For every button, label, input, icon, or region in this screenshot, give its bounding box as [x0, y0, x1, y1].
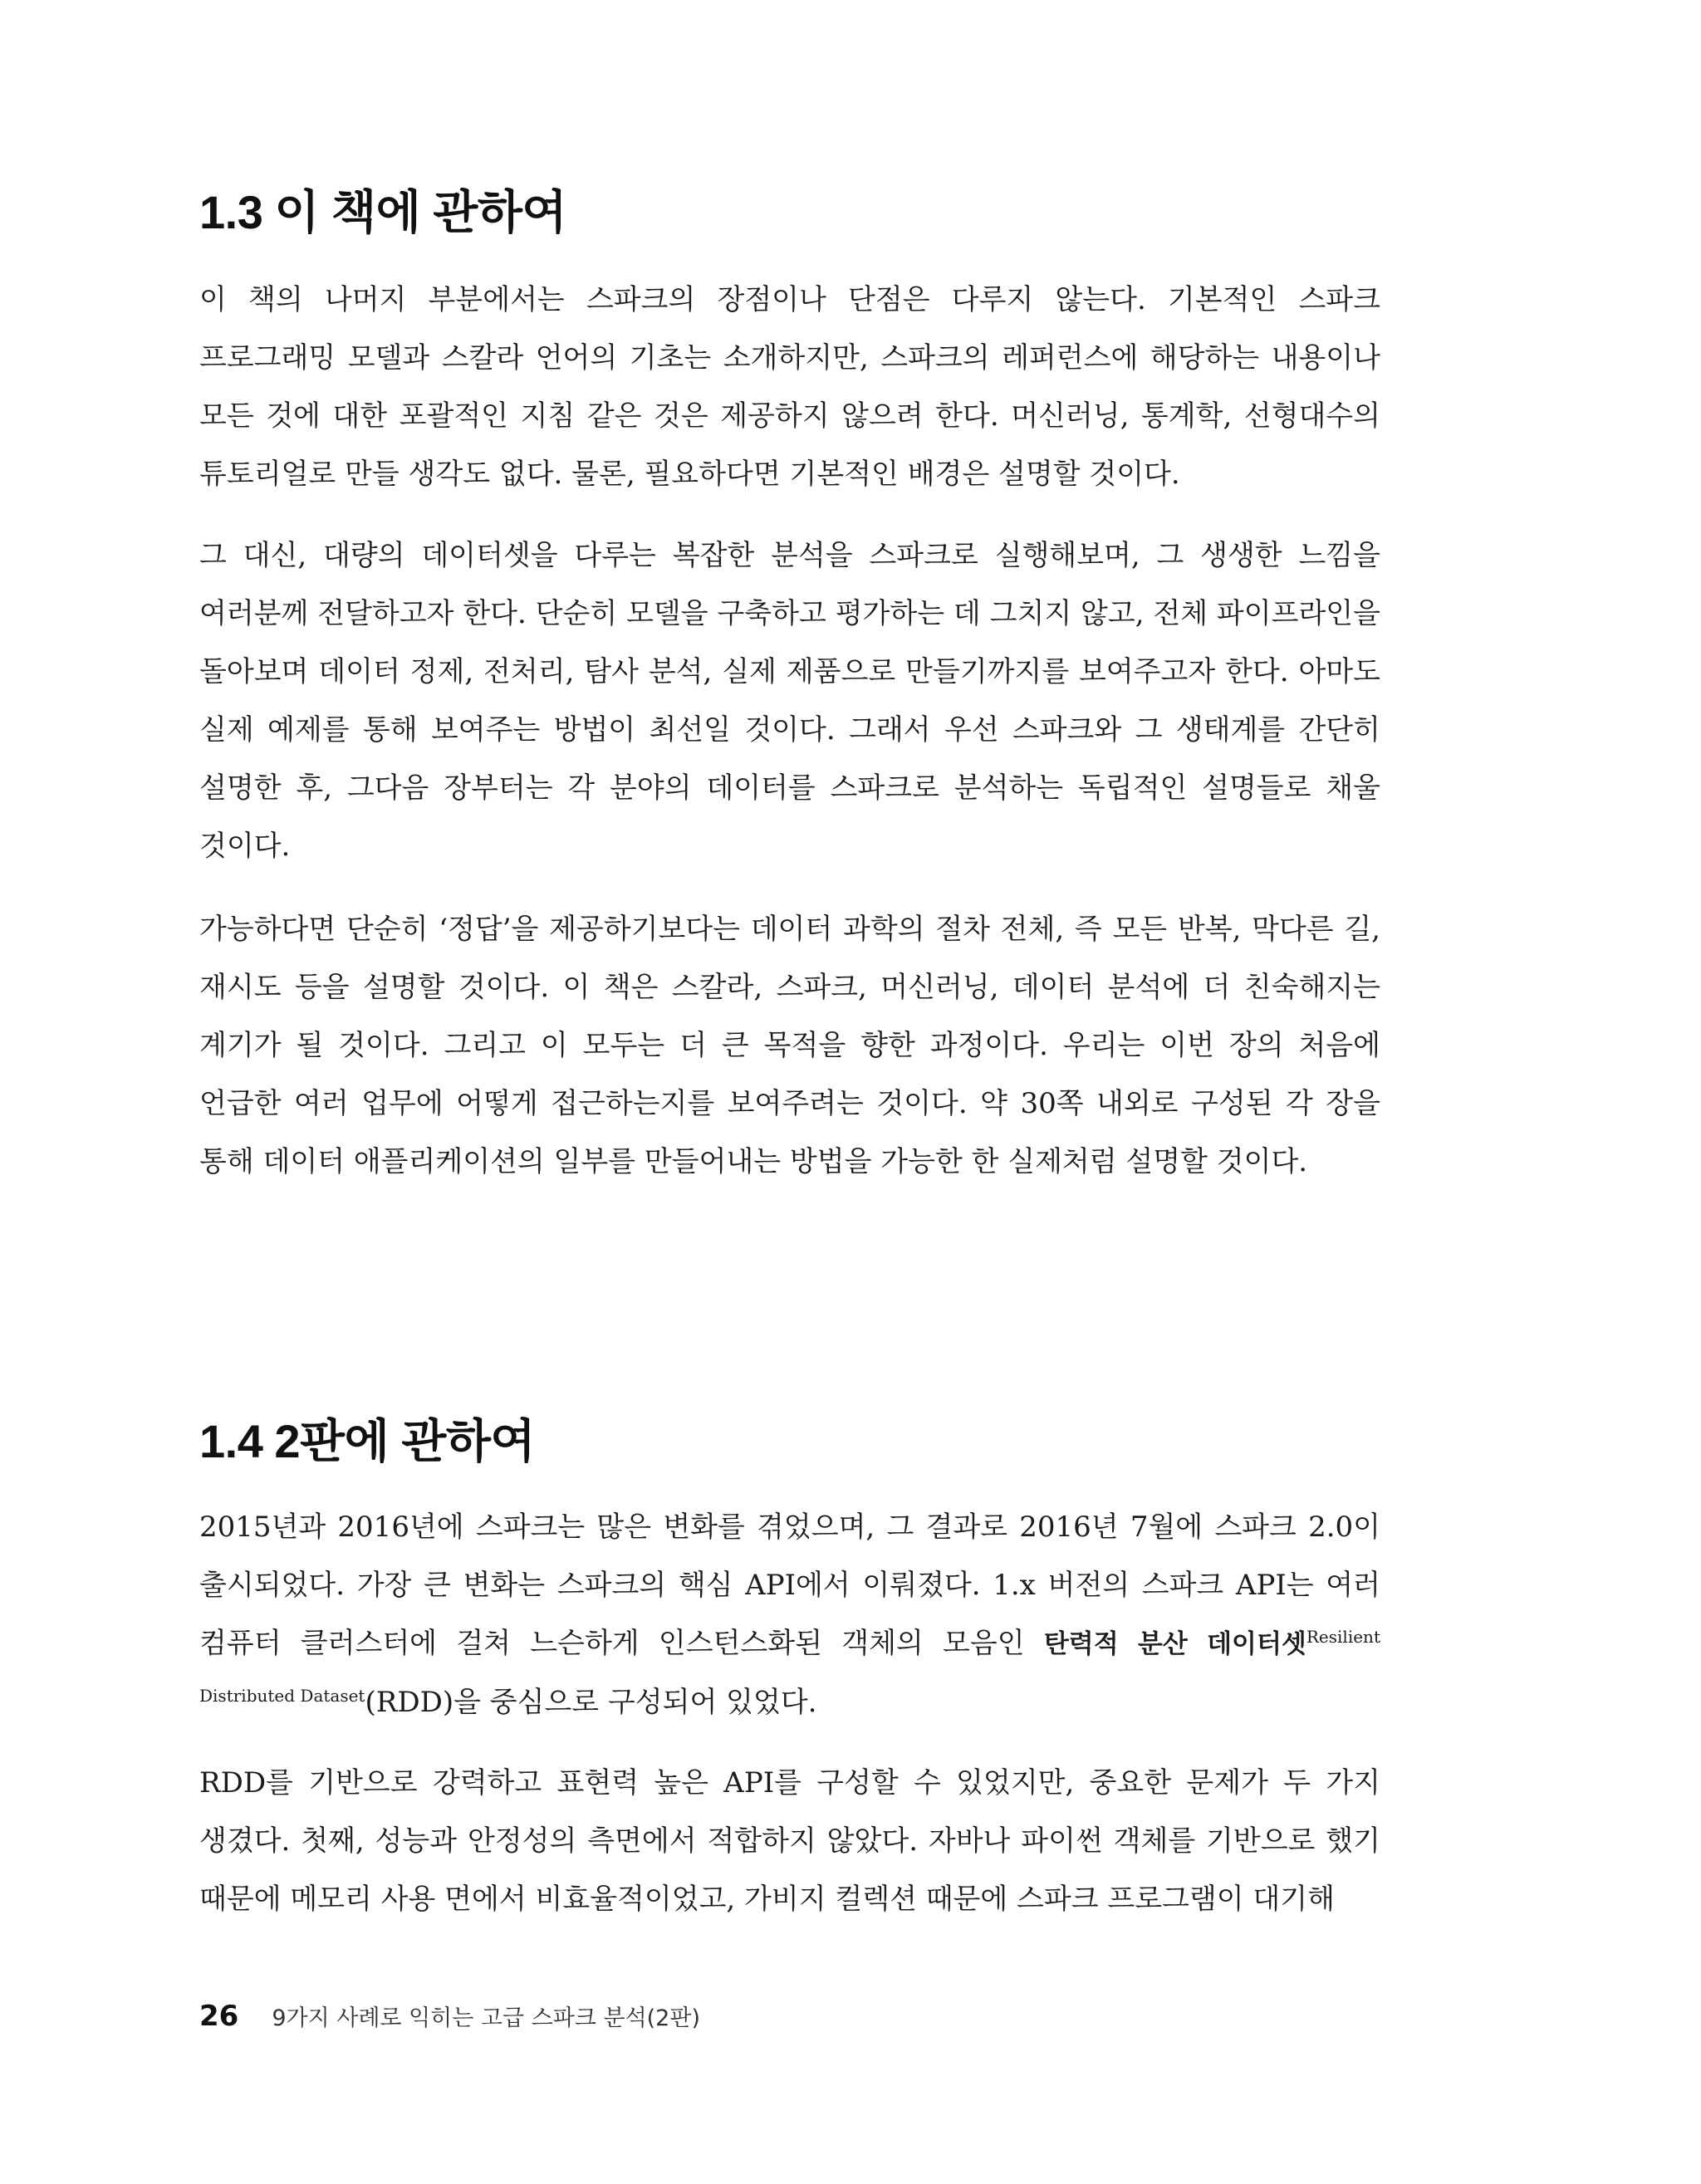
- section-title-text: 이 책에 관하여: [274, 186, 567, 238]
- paragraph-1-4-1: [199, 1498, 1380, 1731]
- paragraph-text: 2015년과 2016년에 스파크는 많은 변화를 겪었으며, 그 결과로 2016년 7월에 스파크 2.0이 출시되었다. 가장 큰 변화는 스파크의 핵심 API에서 이뤄졌다. 1.x 버전의 스파크 API는 여러 컴퓨터 클러스터에 걸쳐 느슨하게 인스턴스화된 객체의 모음인: [199, 1511, 1380, 1660]
- key-term: 탄력적 분산 데이터셋: [1043, 1629, 1306, 1659]
- section-title-1-3: [199, 186, 567, 238]
- section-number: 1.4: [199, 1415, 263, 1467]
- paragraph-1-4-2: RDD를 기반으로 강력하고 표현력 높은 API를 구성할 수 있었지만, 중요한 문제가 두 가지 생겼다. 첫째, 성능과 안정성의 측면에서 적합하지 않았다. 자바나 파이썬 객체를 기반으로 했기 때문에 메모리 사용 면에서 비효율적이었고, 가비지 컬렉션 때문에 스파크 프로그램이 대기해: [199, 1766, 1380, 1916]
- section-title-1-4: [199, 1415, 536, 1467]
- page-number: 26: [199, 2000, 239, 2033]
- section-number: 1.3: [199, 186, 263, 238]
- key-term-english: Resilient Distributed Dataset: [199, 1627, 1380, 1706]
- book-title: 9가지 사례로 익히는 고급 스파크 분석(2판): [272, 2005, 700, 2031]
- paragraph-text: (RDD)을 중심으로 구성되어 있었다.: [365, 1686, 817, 1719]
- paragraph-1-3-2: 그 대신, 대량의 데이터셋을 다루는 복잡한 분석을 스파크로 실행해보며, 그 생생한 느낌을 여러분께 전달하고자 한다. 단순히 모델을 구축하고 평가하는 데 그치지 않고, 전체 파이프라인을 돌아보며 데이터 정제, 전처리, 탐사 분석, 실제 제품으로 만들기까지를 보여주고자 한다. 아마도 실제 예제를 통해 보여주는 방법이 최선일 것이다. 그래서 우선 스파크와 그 생태계를 간단히 설명한 후, 그다음 장부터는 각 분야의 데이터를 스파크로 분석하는 독립적인 설명들로 채울 것이다.: [199, 539, 1380, 863]
- section-title-text: 2판에 관하여: [274, 1415, 536, 1467]
- paragraph-1-3-3: 가능하다면 단순히 ‘정답’을 제공하기보다는 데이터 과학의 절차 전체, 즉 모든 반복, 막다른 길, 재시도 등을 설명할 것이다. 이 책은 스칼라, 스파크, 머신러닝, 데이터 분석에 더 친숙해지는 계기가 될 것이다. 그리고 이 모두는 더 큰 목적을 향한 과정이다. 우리는 이번 장의 처음에 언급한 여러 업무에 어떻게 접근하는지를 보여주려는 것이다. 약 30쪽 내외로 구성된 각 장을 통해 데이터 애플리케이션의 일부를 만들어내는 방법을 가능한 한 실제처럼 설명할 것이다.: [199, 913, 1380, 1178]
- page-footer: [199, 2000, 700, 2033]
- paragraph-1-3-1: 이 책의 나머지 부분에서는 스파크의 장점이나 단점은 다루지 않는다. 기본적인 스파크 프로그래밍 모델과 스칼라 언어의 기초는 소개하지만, 스파크의 레퍼런스에 해당하는 내용이나 모든 것에 대한 포괄적인 지침 같은 것은 제공하지 않으려 한다. 머신러닝, 통계학, 선형대수의 튜토리얼로 만들 생각도 없다. 물론, 필요하다면 기본적인 배경은 설명할 것이다.: [199, 283, 1380, 491]
